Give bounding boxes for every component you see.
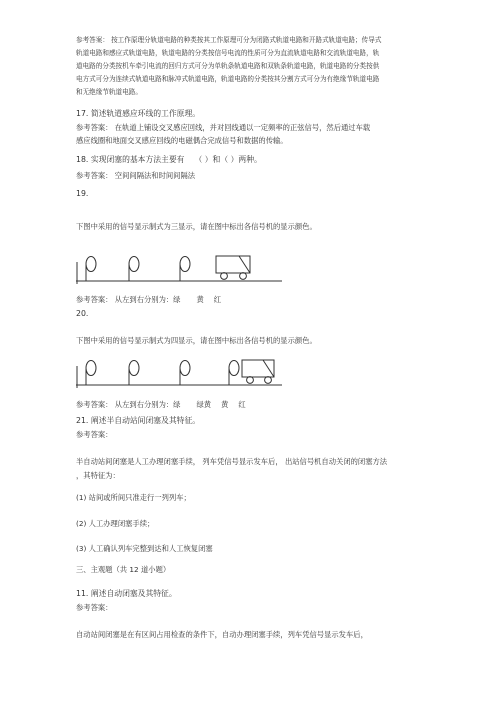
signal-4-icon	[229, 361, 239, 386]
answer-19-color-3: 红	[213, 295, 222, 304]
answer-19-color-2: 黄	[196, 295, 204, 304]
train-car-icon	[242, 360, 274, 383]
signal-3-icon	[180, 361, 190, 386]
question-18	[76, 156, 262, 164]
answer-11-line-1: 自动站间闭塞是在有区间占用检查的条件下，自动办理闭塞手续，列车凭信号显示发车后，	[76, 630, 368, 639]
question-18-text: 18. 实现闭塞的基本方法主要有	[76, 155, 185, 164]
answer-20-color-4: 红	[238, 400, 246, 409]
answer-19	[76, 296, 221, 303]
feature-1: (1) 站间或所间只准走行一列列车；	[76, 493, 191, 502]
answer-20-color-2: 绿黄	[196, 400, 212, 409]
signal-3-icon	[180, 257, 190, 282]
train-car-icon	[216, 256, 250, 279]
signal-1-icon	[86, 361, 96, 386]
section-3-heading: 三、主观题（共 12 道小题）	[76, 565, 171, 574]
answer-19-text: 参考答案： 从左到右分别为：绿	[76, 295, 181, 304]
answer-20	[76, 401, 246, 408]
question-20-number: 20.	[76, 309, 89, 318]
question-19-number: 19.	[76, 189, 89, 198]
answer-20-text: 参考答案： 从左到右分别为：绿	[76, 400, 181, 409]
question-20-text: 下图中采用的信号显示制式为四显示，请在图中标出各信号机的显示颜色。	[76, 336, 317, 345]
four-aspect-signal-diagram	[74, 352, 284, 394]
answer-21-line-1: 半自动站间闭塞是人工办理闭塞手续， 列车凭信号显示发车后， 出站信号机自动关闭的闭塞方法	[76, 457, 388, 466]
feature-3: (3) 人工确认列车完整到达和人工恢复闭塞	[76, 544, 213, 553]
answer-17-line-1: 参考答案： 在轨道上铺设交叉感应回线，并对回线通以一定频率的正弦信号，然后通过车载	[76, 123, 371, 132]
answer-21-line-2: ，其特征为：	[76, 471, 120, 480]
question-21: 21. 阐述半自动站间闭塞及其特征。	[76, 416, 201, 425]
answer-16-line-5: 和无绝缘节轨道电路。	[76, 88, 142, 96]
signal-2-icon	[129, 257, 139, 282]
answer-16-line-2: 轨道电路和感应式轨道电路，轨道电路的分类按信号电流的性质可分为直流轨道电路和交流轨道电路，轨	[76, 49, 380, 57]
answer-16-line-4: 电方式可分为连续式轨道电路和脉冲式轨道电路，轨道电路的分类按其分割方式可分为有绝缘节轨道电路	[76, 75, 380, 83]
answer-17-line-2: 感应线圈和地面交叉感应回线的电磁偶合完成信号和数据的传输。	[76, 136, 288, 145]
signal-1-icon	[86, 257, 96, 282]
answer-18: 参考答案： 空间间隔法和时间间隔法	[76, 171, 196, 180]
answer-16-line-1: 参考答案： 按工作原理分轨道电路的种类按其工作原理可分为闭路式轨道电路和开路式轨道电路；传导式	[76, 36, 382, 44]
answer-11-label: 参考答案：	[76, 603, 113, 612]
signal-2-icon	[129, 361, 139, 386]
question-17: 17. 简述轨道感应环线的工作原理。	[76, 109, 201, 118]
three-aspect-signal-diagram	[74, 248, 284, 290]
question-11: 11. 阐述自动闭塞及其特征。	[76, 589, 177, 598]
answer-20-color-3: 黄	[221, 400, 229, 409]
answer-21-label: 参考答案：	[76, 430, 113, 439]
answer-16-line-3: 道电路的分类按机车牵引电流的回归方式可分为单轨条轨道电路和双轨条轨道电路，轨道电路的分类按供	[76, 62, 380, 70]
question-19-text: 下图中采用的信号显示制式为三显示，请在图中标出各信号机的显示颜色。	[76, 222, 317, 231]
question-18-blanks: （ ）和（ ）两种。	[194, 155, 262, 164]
feature-2: (2) 人工办理闭塞手续；	[76, 519, 155, 528]
